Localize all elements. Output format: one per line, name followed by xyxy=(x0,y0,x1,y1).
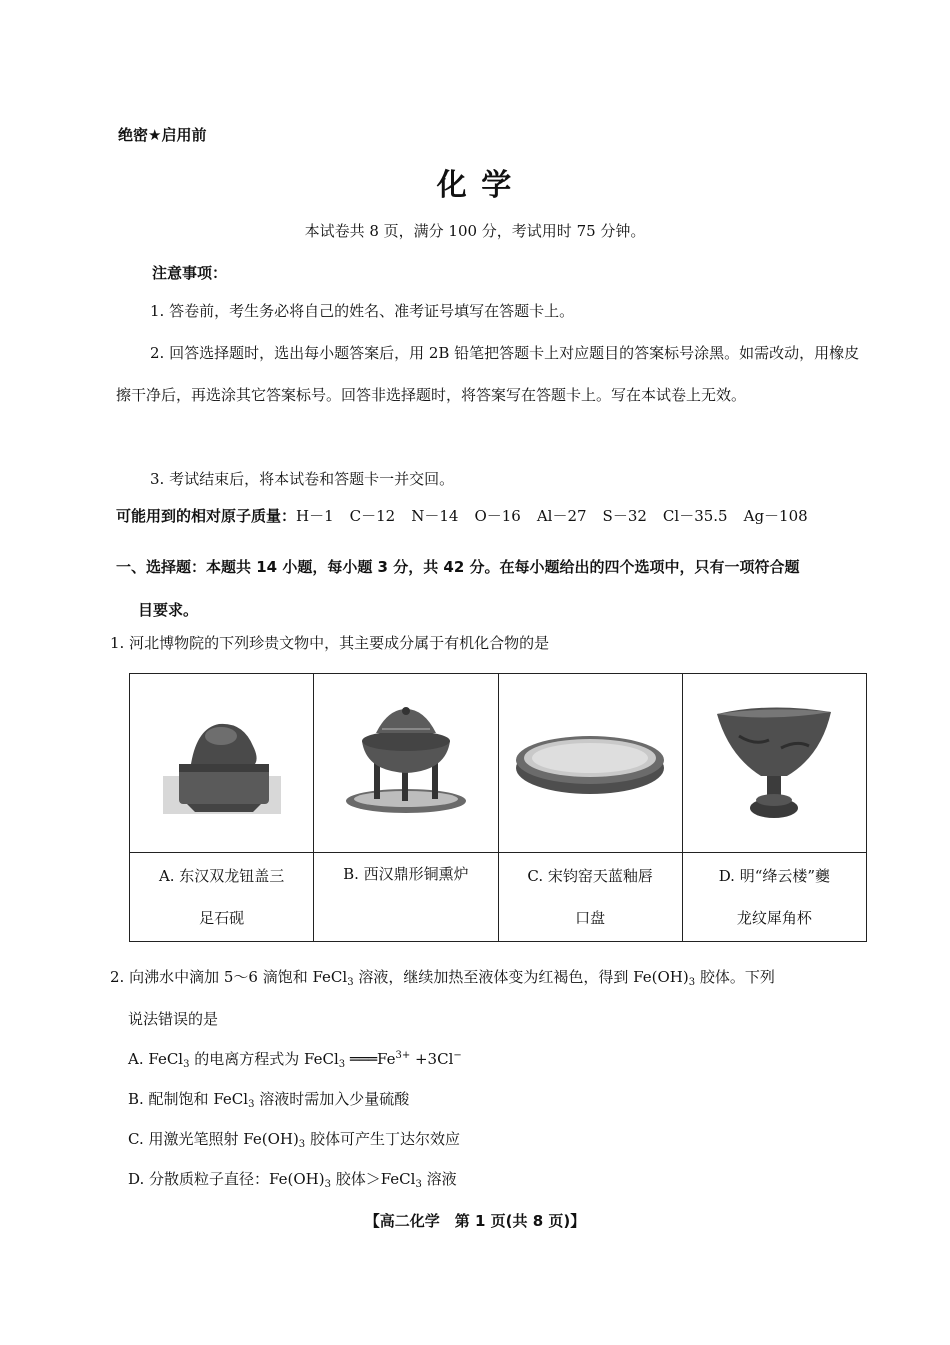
rhino-horn-cup-image xyxy=(709,696,839,826)
option-a-caption-line2: 足石砚 xyxy=(199,909,245,927)
bronze-censer-image xyxy=(336,701,476,821)
question-2-stem-line2: 说法错误的是 xyxy=(128,1010,219,1028)
porcelain-plate-image xyxy=(510,716,670,806)
option-text: D. 分散质粒子直径：Fe(OH) xyxy=(128,1170,325,1188)
exam-title: 化 学 xyxy=(436,168,514,203)
atomic-mass: Cl－35.5 xyxy=(662,507,728,525)
option-text: B. 配制饱和 FeCl xyxy=(128,1090,249,1108)
superscript: 3+ xyxy=(395,1050,411,1061)
notice-heading: 注意事项： xyxy=(152,264,228,282)
option-text: ═══Fe xyxy=(345,1050,396,1068)
option-a-caption xyxy=(130,853,314,942)
atomic-mass: C－12 xyxy=(349,507,396,525)
option-d-image-cell xyxy=(682,674,866,853)
option-c-caption xyxy=(498,853,682,942)
option-c-image-cell xyxy=(498,674,682,853)
option-b-image-cell xyxy=(314,674,498,853)
section-1-heading-line1: 一、选择题：本题共 14 小题，每小题 3 分，共 42 分。在每小题给出的四个选项中，只有一项符合题 xyxy=(116,558,800,576)
atomic-mass: H－1 xyxy=(296,507,334,525)
atomic-mass: Ag－108 xyxy=(743,507,808,525)
question-2-option-c xyxy=(128,1128,460,1150)
question-2-option-b xyxy=(128,1088,409,1110)
option-a-image-cell xyxy=(130,674,314,853)
option-text: 溶液 xyxy=(421,1170,457,1188)
superscript: − xyxy=(453,1050,462,1061)
q2-stem-part: 胶体。下列 xyxy=(695,968,775,986)
option-c-caption-line2: 口盘 xyxy=(575,909,606,927)
subscript: 3 xyxy=(415,1179,422,1190)
option-c-caption-line1: C. 宋钧窑天蓝釉唇 xyxy=(527,867,653,885)
question-1-stem: 1. 河北博物院的下列珍贵文物中，其主要成分属于有机化合物的是 xyxy=(110,634,550,652)
section-1-heading xyxy=(116,546,876,632)
q2-stem-part: 2. 向沸水中滴加 5～6 滴饱和 FeCl xyxy=(110,968,348,986)
option-b-caption xyxy=(314,853,498,942)
subscript: 3 xyxy=(338,1059,346,1070)
confidential-label: 绝密★启用前 xyxy=(118,126,207,144)
subscript: 3 xyxy=(298,1139,306,1150)
option-a-caption-line1: A. 东汉双龙钮盖三 xyxy=(158,867,285,885)
option-d-caption-line1: D. 明“绛云楼”夔 xyxy=(718,867,831,885)
question-2-stem xyxy=(110,966,775,988)
subscript: 3 xyxy=(248,1099,255,1110)
exam-subtitle: 本试卷共 8 页，满分 100 分，考试用时 75 分钟。 xyxy=(304,222,646,240)
atomic-masses-label: 可能用到的相对原子质量： xyxy=(116,507,297,525)
option-text: 胶体可产生丁达尔效应 xyxy=(305,1130,460,1148)
atomic-mass: O－16 xyxy=(474,507,521,525)
notice-item-3: 3. 考试结束后，将本试卷和答题卡一并交回。 xyxy=(150,470,455,488)
subscript: 3 xyxy=(347,977,354,988)
option-text: 的电离方程式为 FeCl xyxy=(189,1050,339,1068)
section-1-heading-line2: 目要求。 xyxy=(138,601,199,619)
notice-item-1: 1. 答卷前，考生务必将自己的姓名、准考证号填写在答题卡上。 xyxy=(150,302,575,320)
atomic-masses xyxy=(116,505,876,526)
subscript: 3 xyxy=(183,1059,190,1070)
q2-stem-part: 溶液，继续加热至液体变为红褐色，得到 Fe(OH) xyxy=(353,968,689,986)
question-1-options-table xyxy=(129,673,867,942)
option-b-caption-line1: B. 西汉鼎形铜熏炉 xyxy=(343,865,469,883)
option-text: 溶液时需加入少量硫酸 xyxy=(254,1090,410,1108)
question-2-option-d xyxy=(128,1168,457,1190)
option-text: C. 用激光笔照射 Fe(OH) xyxy=(128,1130,299,1148)
option-text: A. FeCl xyxy=(128,1050,184,1068)
subscript: 3 xyxy=(688,977,696,988)
atomic-mass: N－14 xyxy=(411,507,459,525)
atomic-mass: Al－27 xyxy=(536,507,587,525)
atomic-mass: S－32 xyxy=(602,507,647,525)
question-2-option-a xyxy=(128,1048,462,1070)
option-text: 胶体＞FeCl xyxy=(330,1170,416,1188)
option-text: +3Cl xyxy=(410,1050,454,1068)
option-d-caption-line2: 龙纹犀角杯 xyxy=(736,909,812,927)
notice-item-2: 2. 回答选择题时，选出每小题答案后，用 2B 铅笔把答题卡上对应题目的答案标号涂黑。如需改动，用橡皮擦干净后，再选涂其它答案标号。回答非选择题时，将答案写在答题卡上。写在本试卷上无效。 xyxy=(116,344,860,404)
stone-inkstone-image xyxy=(157,706,287,816)
subscript: 3 xyxy=(324,1179,331,1190)
option-d-caption xyxy=(682,853,866,942)
page-footer: 【高二化学 第 1 页(共 8 页)】 xyxy=(364,1212,586,1230)
